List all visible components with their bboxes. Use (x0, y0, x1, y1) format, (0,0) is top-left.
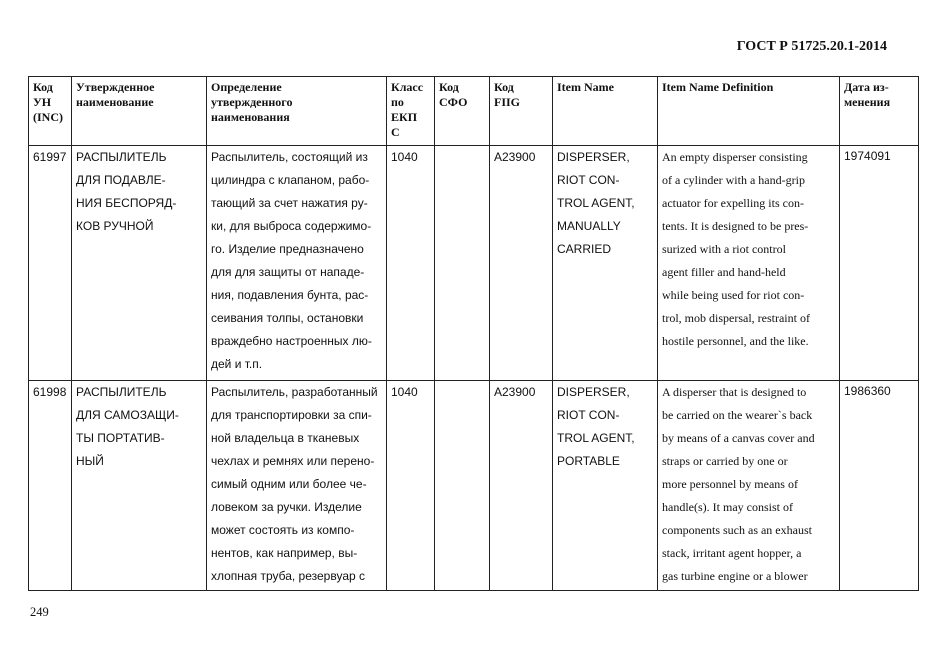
text-line: trol, mob dispersal, restraint of (662, 311, 810, 325)
text-line: Дата из- (844, 80, 889, 94)
header-cell (207, 77, 387, 146)
text-line: Item Name Definition (662, 80, 774, 94)
document-code: ГОСТ Р 51725.20.1-2014 (736, 39, 887, 54)
text-line: CARRIED (557, 242, 612, 256)
page-number: 249 (30, 605, 49, 619)
text-line: tents. It is designed to be pres- (662, 219, 809, 233)
text-line: TROL AGENT, (557, 196, 635, 210)
text-line: more personnel by means of (662, 477, 798, 491)
text-line: СФО (439, 95, 468, 109)
text-line: враждебно настроенных лю- (211, 334, 372, 348)
text-line: ния, подавления бунта, рас- (211, 288, 369, 302)
table-row (29, 381, 919, 591)
text-line: Распылитель, состоящий из (211, 150, 368, 164)
text-line: PORTABLE (557, 454, 620, 468)
fiig-code: A23900 (490, 146, 553, 381)
item-name-definition (658, 146, 840, 381)
class-code: 1040 (387, 381, 435, 591)
header-cell (490, 77, 553, 146)
text-line: по (391, 95, 404, 109)
text-line: тающий за счет нажатия ру- (211, 196, 368, 210)
text-line: RIOT CON- (557, 408, 620, 422)
text-line: Распылитель, разработанный (211, 385, 378, 399)
text-line: наименование (76, 95, 154, 109)
text-line: ной владельца в тканевых (211, 431, 360, 445)
text-line: го. Изделие предназначено (211, 242, 364, 256)
text-line: surized with a riot control (662, 242, 786, 256)
text-line: (INC) (33, 110, 63, 124)
text-line: by means of a canvas cover and (662, 431, 815, 445)
text-line: actuator for expelling its con- (662, 196, 804, 210)
text-line: Item Name (557, 80, 614, 94)
text-line: НЫЙ (76, 454, 104, 468)
class-code: 1040 (387, 146, 435, 381)
sfo-code (435, 146, 490, 381)
text-line: нентов, как например, вы- (211, 546, 358, 560)
text-line: handle(s). It may consist of (662, 500, 793, 514)
text-line: РАСПЫЛИТЕЛЬ (76, 385, 167, 399)
item-name-definition (658, 381, 840, 591)
text-line: of a cylinder with a hand-grip (662, 173, 805, 187)
text-line: Утвержденное (76, 80, 155, 94)
text-line: для транспортировки за спи- (211, 408, 372, 422)
name-definition (207, 146, 387, 381)
header-cell (387, 77, 435, 146)
text-line: ки, для выброса содержимо- (211, 219, 372, 233)
change-date: 1986360 (840, 381, 919, 591)
text-line: цилиндра с клапаном, рабо- (211, 173, 370, 187)
change-date: 1974091 (840, 146, 919, 381)
table-row (29, 146, 919, 381)
sfo-code (435, 381, 490, 591)
inc-code: 61997 (29, 146, 72, 381)
text-line: Определение (211, 80, 282, 94)
text-line: stack, irritant agent hopper, a (662, 546, 802, 560)
item-name (553, 381, 658, 591)
text-line: ловеком за ручки. Изделие (211, 500, 362, 514)
text-line: hostile personnel, and the like. (662, 334, 809, 348)
header-row (29, 77, 919, 146)
text-line: сеивания толпы, остановки (211, 311, 364, 325)
item-name (553, 146, 658, 381)
text-line: НИЯ БЕСПОРЯД- (76, 196, 177, 210)
text-line: С (391, 125, 400, 139)
text-line: components such as an exhaust (662, 523, 812, 537)
text-line: хлопная труба, резервуар с (211, 569, 366, 583)
header-cell (553, 77, 658, 146)
text-line: наименования (211, 110, 290, 124)
text-line: straps or carried by one or (662, 454, 788, 468)
approved-name (72, 381, 207, 591)
text-line: может состоять из компо- (211, 523, 355, 537)
text-line: Код (439, 80, 459, 94)
text-line: Код (33, 80, 53, 94)
text-line: КОВ РУЧНОЙ (76, 219, 154, 233)
text-line: An empty disperser consisting (662, 150, 808, 164)
text-line: симый одним или более че- (211, 477, 367, 491)
text-line: DISPERSER, (557, 150, 630, 164)
text-line: agent filler and hand-held (662, 265, 786, 279)
text-line: while being used for riot con- (662, 288, 805, 302)
text-line: gas turbine engine or a blower (662, 569, 808, 583)
text-line: ЕКП (391, 110, 418, 124)
text-line: менения (844, 95, 891, 109)
approved-name (72, 146, 207, 381)
text-line: A disperser that is designed to (662, 385, 807, 399)
text-line: be carried on the wearer`s back (662, 408, 813, 422)
text-line: Код (494, 80, 514, 94)
header-cell (658, 77, 840, 146)
header-cell (435, 77, 490, 146)
text-line: TROL AGENT, (557, 431, 635, 445)
fiig-code: A23900 (490, 381, 553, 591)
catalog-table (28, 76, 919, 591)
header-cell (840, 77, 919, 146)
text-line: УН (33, 95, 52, 109)
text-line: Класс (391, 80, 424, 94)
text-line: FIIG (494, 95, 521, 109)
header-cell (29, 77, 72, 146)
text-line: РАСПЫЛИТЕЛЬ (76, 150, 167, 164)
text-line: утвержденного (211, 95, 293, 109)
name-definition (207, 381, 387, 591)
inc-code: 61998 (29, 381, 72, 591)
text-line: дей и т.п. (211, 357, 263, 371)
text-line: RIOT CON- (557, 173, 620, 187)
header-cell (72, 77, 207, 146)
text-line: чехлах и ремнях или перено- (211, 454, 375, 468)
text-line: для для защиты от нападе- (211, 265, 365, 279)
text-line: MANUALLY (557, 219, 621, 233)
text-line: ДЛЯ САМОЗАЩИ- (76, 408, 179, 422)
text-line: ДЛЯ ПОДАВЛЕ- (76, 173, 166, 187)
text-line: DISPERSER, (557, 385, 630, 399)
text-line: ТЫ ПОРТАТИВ- (76, 431, 165, 445)
